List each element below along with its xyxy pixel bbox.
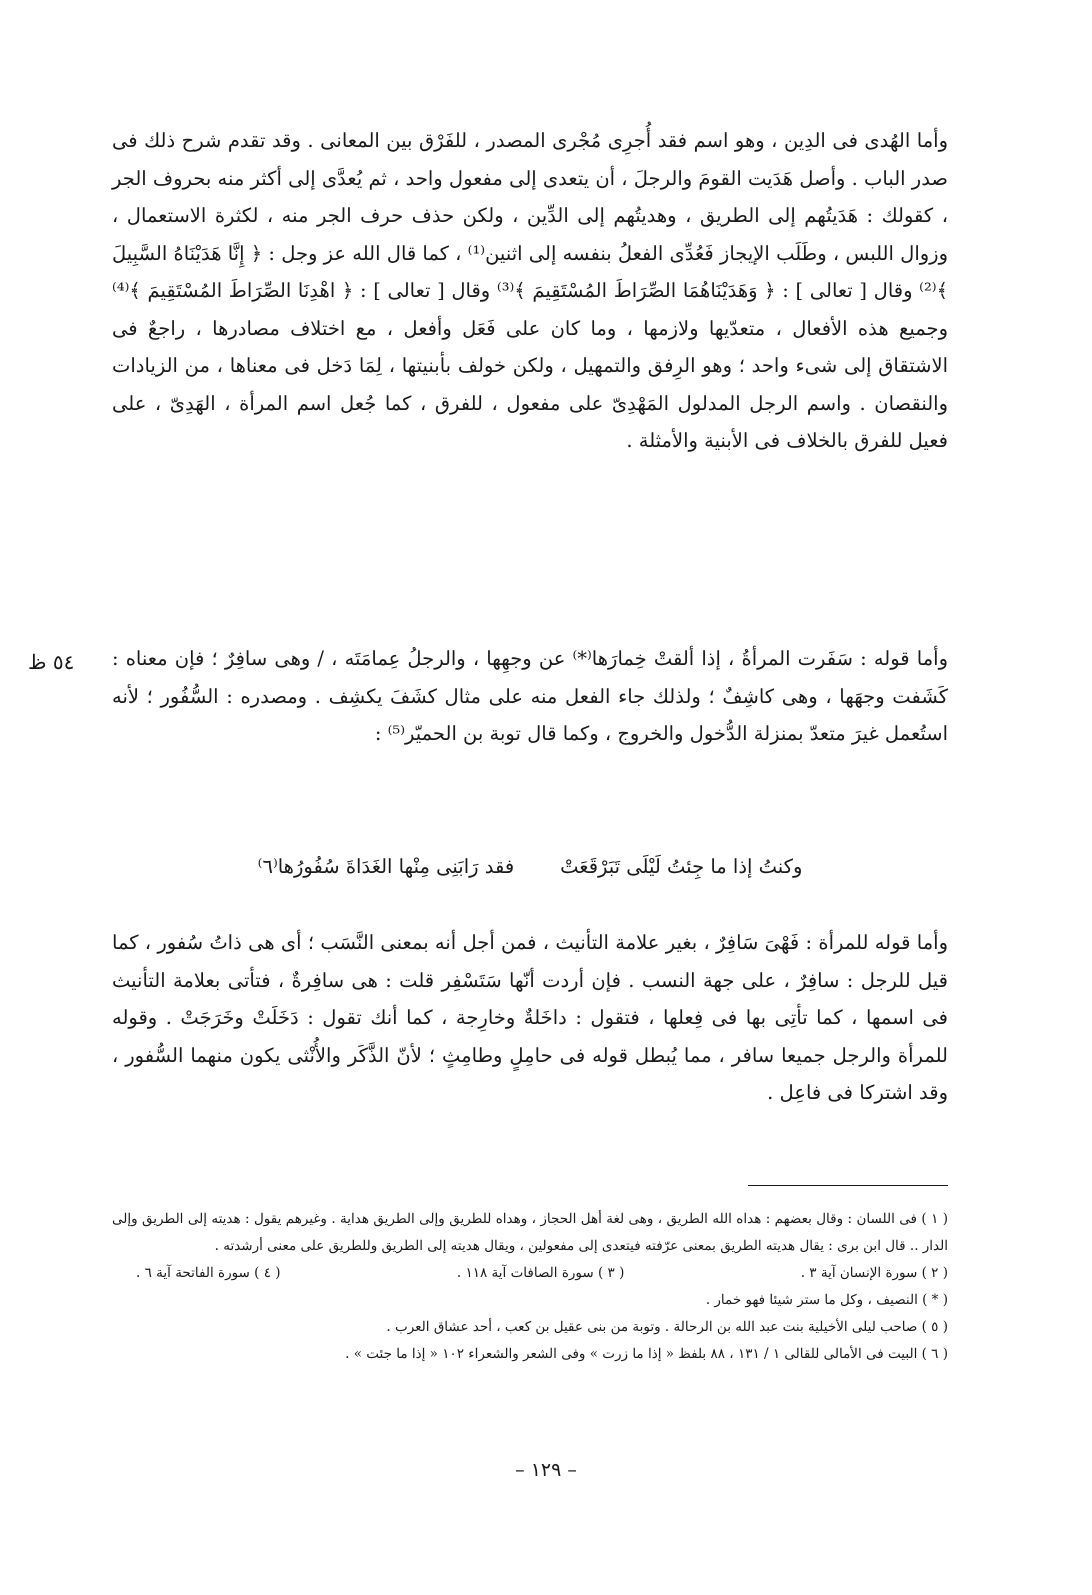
footnote-1: ( ١ ) فى اللسان : وقال بعضهم : هداه الله الطريق ، وهى لغة أهل الحجاز ، وهداه للطريق وإلى الطريق هداية . وغيرهم يقول : هديته إلى الطريق وإلى الدار .. قال ابن برى : يقال هديته الطريق بمعنى عرّفته فيتعدى إلى مفعولين ، ويقال هديته إلى الطريق وللطريق على معنى أرشدته . — [112, 1211, 948, 1254]
poetry-verse — [112, 848, 948, 886]
footnote-5: ( ٥ ) صاحب ليلى الأخيلية بنت عبد الله بن الرحالة . وتوبة من بنى عقيل بن كعب ، أحد عشاق العرب . — [386, 1319, 948, 1335]
page-number: – ١٢٩ – — [515, 1459, 577, 1481]
footnote-row-2-4 — [112, 1260, 948, 1287]
verse-hemistich-1: وكنتُ إذا ما جِئتُ لَيْلَى تَبَرْقَعَتْ — [560, 855, 803, 878]
verse-hemistich-2: فقد رَابَنِى مِنْها الغَدَاةَ سُفُورُها⁽٦⁾ — [257, 855, 515, 878]
body-paragraph-2: وأما قوله : سَفَرت المرأةُ ، إذا ألقتْ خِمارَها⁽*⁾ عن وجهِها ، والرجلُ عِمامَتَه ، / وهى سافِرٌ ؛ فإن معناه : كَشَفت وجهَها ، وهى كاشِفٌ ؛ ولذلك جاء الفعل منه على مثال كشَفَ يكشِف . ومصدره : السُّفُور ؛ لأنه استُعمل غيرَ متعدّ بمنزلة الدُّخول والخروج ، وكما قال توبة بن الحميّر⁽⁵⁾ : — [112, 647, 948, 745]
margin-folio-note: ٥٤ ظ — [28, 650, 75, 674]
footnote-4: ( ٤ ) سورة الفاتحة آية ٦ . — [136, 1265, 281, 1281]
footnotes — [112, 1206, 948, 1368]
footnote-2: ( ٢ ) سورة الإنسان آية ٣ . — [800, 1265, 948, 1281]
footnote-3: ( ٣ ) سورة الصافات آية ١١٨ . — [456, 1265, 625, 1281]
footnote-separator — [748, 1185, 948, 1186]
footnote-star: ( * ) النصيف ، وكل ما ستر شيئا فهو خمار . — [705, 1292, 948, 1308]
body-paragraph-3: وأما قوله للمرأة : فَهْىَ سَافِرٌ ، بغير علامة التأنيث ، فمن أجل أنه بمعنى النَّسَب ؛ أى هى ذاتُ سُفور ، كما قيل للرجل : سافِرٌ ، على جهة النسب . فإن أردت أنّها سَتَسْفِر قلت : هى سافِرةٌ ، فتأتى بعلامة التأنيث فى اسمها ، كما تأتِى بها فى فِعلها ، فتقول : داخَلةٌ وخارِجة ، كما أنك تقول : دَخَلَتْ وخَرَجَتْ . وقوله للمرأة والرجل جميعا سافر ، مما يُبطل قوله فى حامِلٍ وطامِثٍ ؛ لأنّ الذَّكَر والأُنْثى يكون منهما السُّفور ، وقد اشتركا فى فاعِل . — [112, 931, 948, 1104]
footnote-6: ( ٦ ) البيت فى الأمالى للقالى ١ / ١٣١ ، ٨٨ بلفظ « إذا ما زرت » وفى الشعر والشعراء ١٠٢ « إذا ما جئت » . — [345, 1346, 948, 1362]
body-paragraph-1: وأما الهُدى فى الدِين ، وهو اسم فقد أُجرِى مُجْرى المصدر ، للفَرْق بين المعانى . وقد تقدم شرح ذلك فى صدر الباب . وأصل هَدَيت القومَ والرجلَ ، أن يتعدى إلى مفعول واحد ، ثم يُعدَّى إلى أكثر منه بحروف الجر ، كقولك : هَدَيتُهم إلى الطريق ، وهديتُهم إلى الدِّين ، ولكن حذف حرف الجر منه ، لكثرة الاستعمال ، وزوال اللبس ، وطَلَب الإيجاز فَعُدِّى الفعلُ بنفسه إلى اثنين⁽¹⁾ ، كما قال الله عز وجل : ﴿ إِنَّا هَدَيْنَاهُ السَّبِيلَ ﴾⁽²⁾ وقال [ تعالى ] : ﴿ وَهَدَيْنَاهُمَا الصِّرَاطَ المُسْتَقِيمَ ﴾⁽³⁾ وقال [ تعالى ] : ﴿ اهْدِنَا الصِّرَاطَ المُسْتَقِيمَ ﴾⁽⁴⁾ وجميع هذه الأفعال ، متعدّيها ولازمها ، وما كان على فَعَل وأفعل ، مع اختلاف مصادرها ، راجعٌ فى الاشتقاق إلى شىء واحد ؛ وهو الرِفق والتمهيل ، ولكن خولف بأبنيتها ، لِمَا دَخل فى معناها ، من الزيادات والنقصان . واسم الرجل المدلول المَهْدِىّ على مفعول ، للفرق ، كما جُعل اسم المرأة ، الهَدِىّ ، على فعيل للفرق بالخلاف فى الأبنية والأمثلة . — [112, 129, 948, 452]
